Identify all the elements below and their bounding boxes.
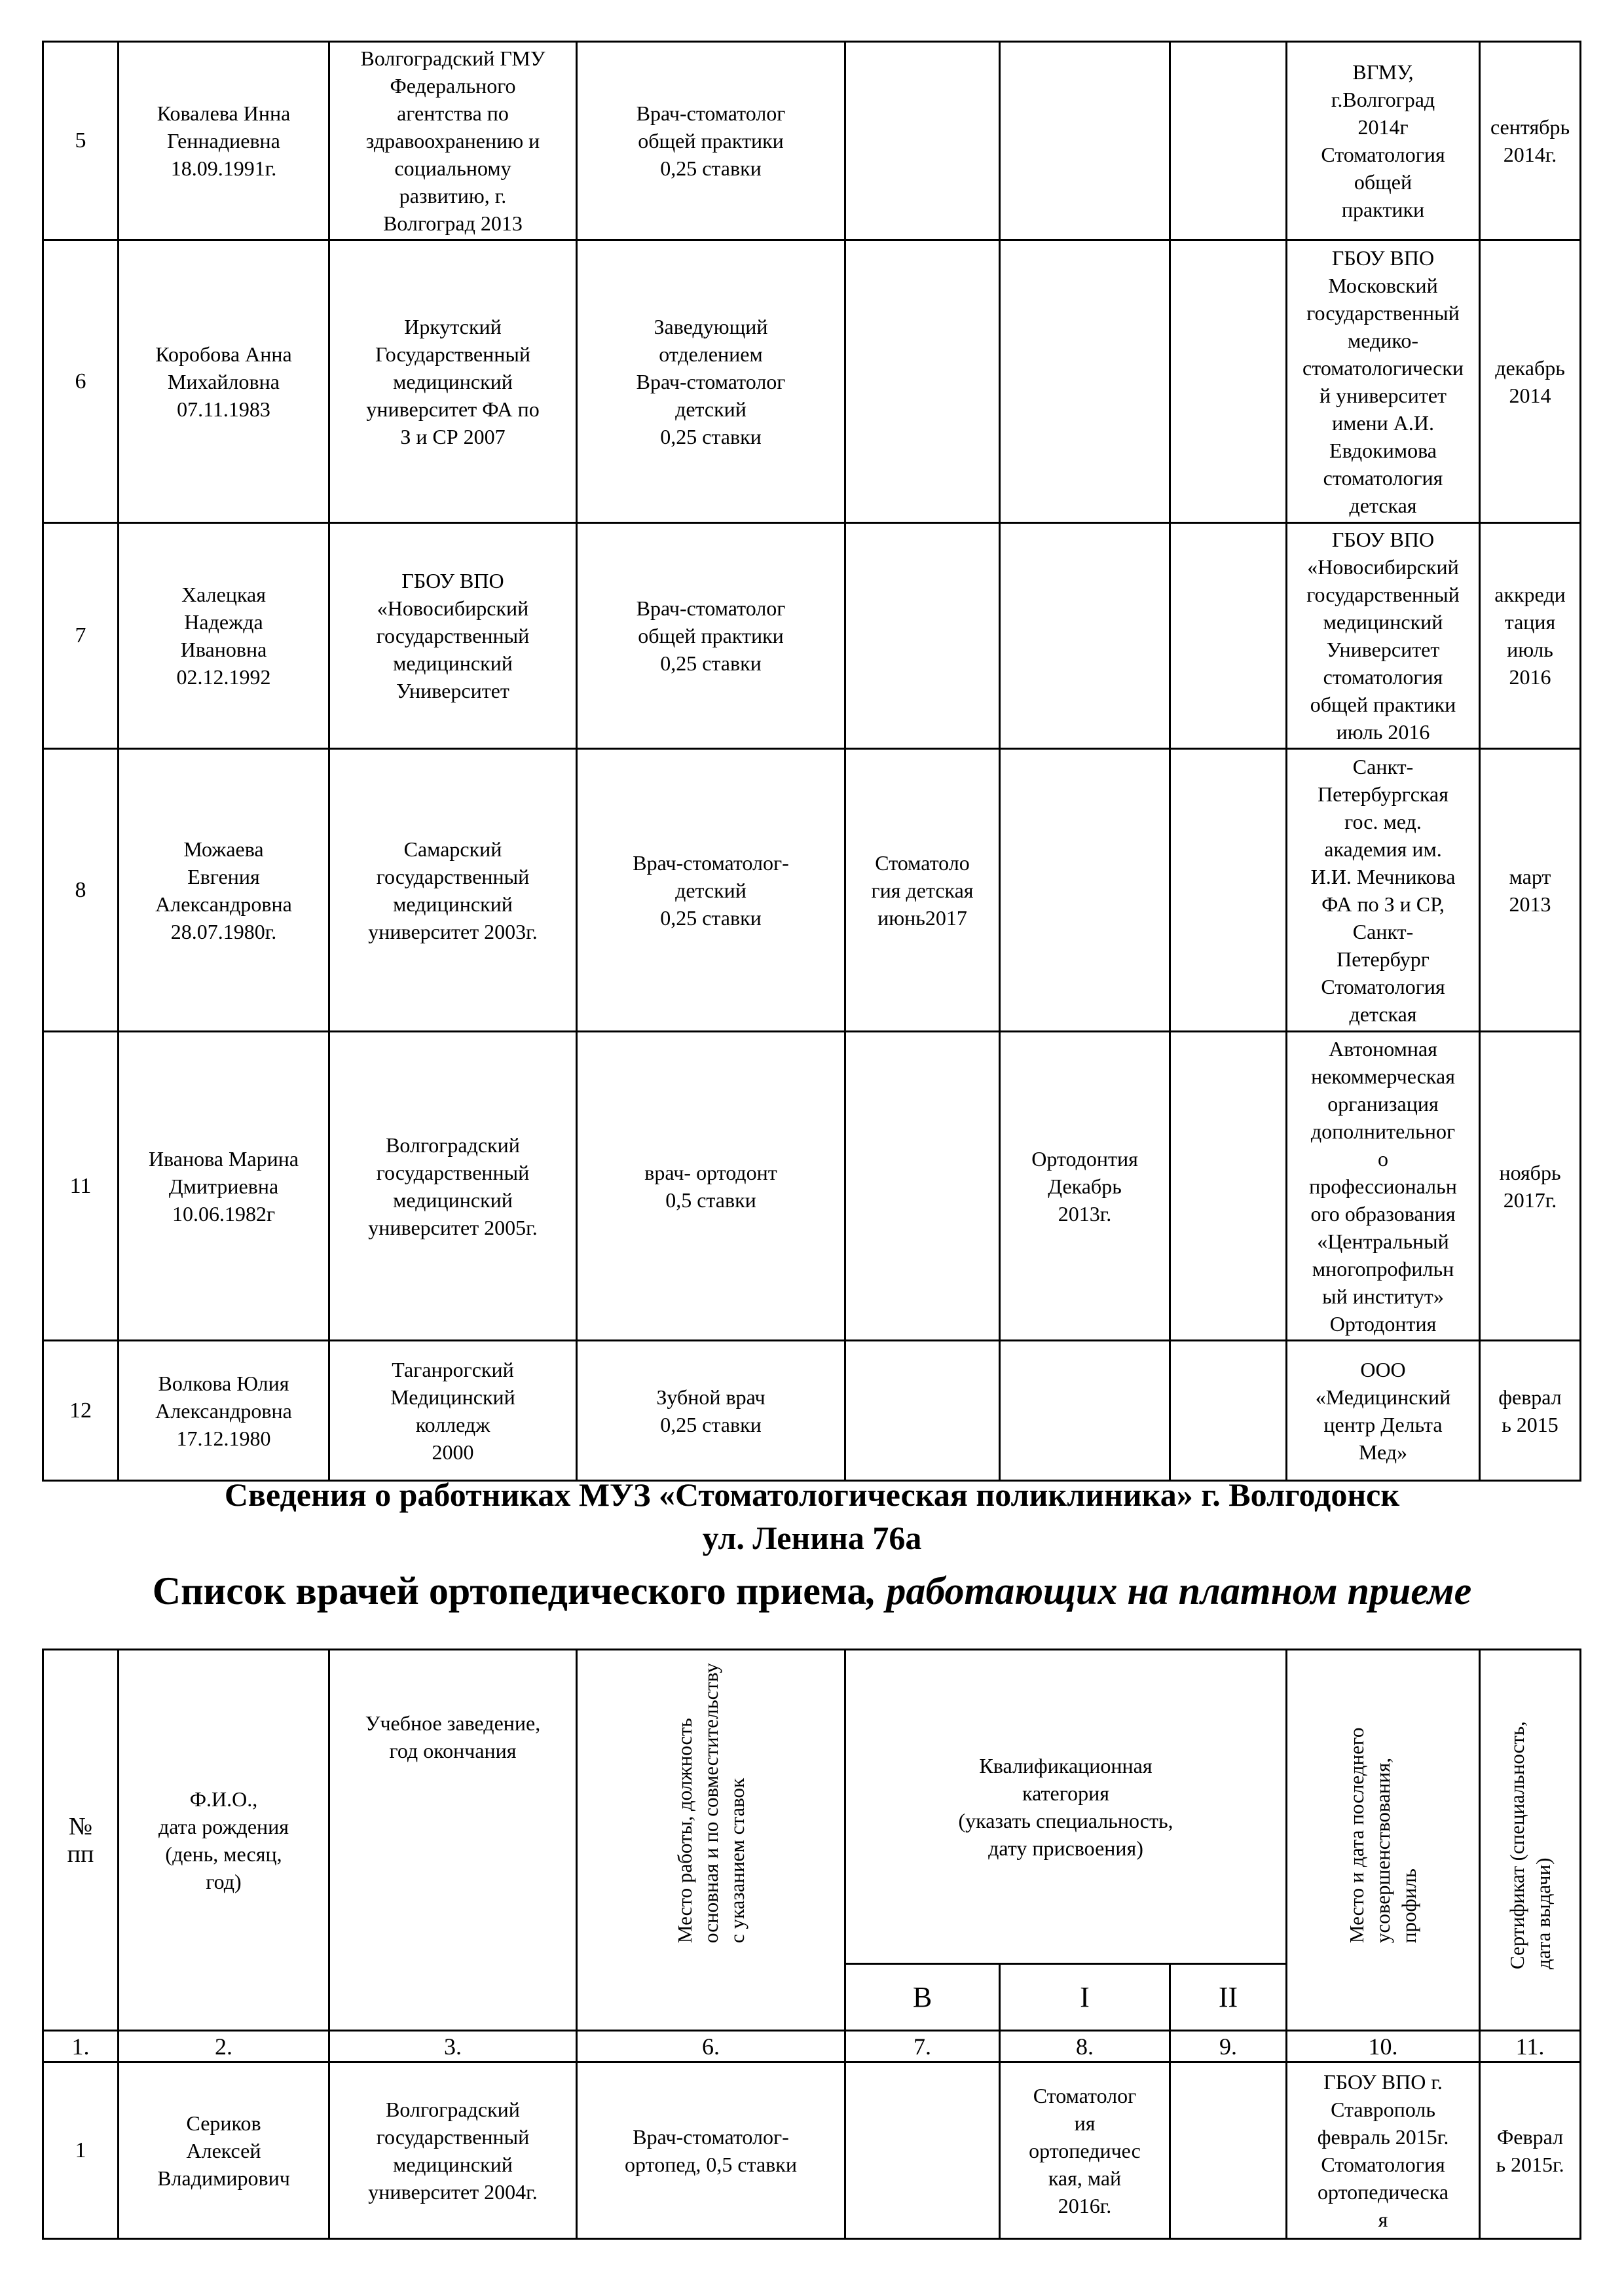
certificate: феврал ь 2015 (1480, 1341, 1581, 1481)
table-row (43, 749, 1581, 1032)
list-title-italic: , работающих на платном приеме (866, 1569, 1472, 1613)
category-higher (845, 1032, 1000, 1341)
employee-name: Халецкая Надежда Ивановна 02.12.1992 (119, 523, 329, 749)
address-heading: ул. Ленина 76а (702, 1520, 922, 1556)
category-higher (845, 2062, 1000, 2239)
header-training (1287, 1650, 1480, 2031)
last-training: ГБОУ ВПО г. Ставрополь февраль 2015г. Стоматология ортопедическа я (1287, 2062, 1480, 2239)
employee-name: Коробова Анна Михайловна 07.11.1983 (119, 240, 329, 523)
category-first (1000, 42, 1170, 240)
table-row (43, 1032, 1581, 1341)
section-heading: Сведения о работниках МУЗ «Стоматологическая поликлиника» г. Волгодонск (224, 1476, 1400, 1513)
row-number: 1 (43, 2062, 119, 2239)
category-first (1000, 749, 1170, 1032)
header-number: № пп (43, 1650, 119, 2031)
header-category: Квалификационная категория (указать специальность, дату присвоения) (845, 1650, 1287, 1964)
column-index: 7. (845, 2031, 1000, 2062)
header-row (43, 1650, 1581, 1964)
education-institution: Таганрогский Медицинский колледж 2000 (329, 1341, 577, 1481)
certificate: ноябрь 2017г. (1480, 1032, 1581, 1341)
last-training: ООО «Медицинский центр Дельта Мед» (1287, 1341, 1480, 1481)
education-institution: Иркутский Государственный медицинский университет ФА по З и СР 2007 (329, 240, 577, 523)
column-index: 3. (329, 2031, 577, 2062)
certificate: март 2013 (1480, 749, 1581, 1032)
header-position (577, 1650, 845, 2031)
table-row (43, 2062, 1581, 2239)
category-second (1170, 1341, 1287, 1481)
position: Зубной врач 0,25 ставки (577, 1341, 845, 1481)
category-first: Стоматолог ия ортопедичес кая, май 2016г. (1000, 2062, 1170, 2239)
header-category-second: II (1170, 1964, 1287, 2031)
category-higher (845, 523, 1000, 749)
category-first (1000, 240, 1170, 523)
employee-name: Сериков Алексей Владимирович (119, 2062, 329, 2239)
employee-name: Можаева Евгения Александровна 28.07.1980г. (119, 749, 329, 1032)
category-higher (845, 240, 1000, 523)
list-title-main: Список врачей ортопедического приема (152, 1569, 867, 1613)
certificate: сентябрь 2014г. (1480, 42, 1581, 240)
list-title (0, 1566, 1624, 1616)
table-row (43, 523, 1581, 749)
position: Врач-стоматолог- детский 0,25 ставки (577, 749, 845, 1032)
column-index: 11. (1480, 2031, 1581, 2062)
education-institution: Волгоградский государственный медицинский университет 2005г. (329, 1032, 577, 1341)
column-index: 8. (1000, 2031, 1170, 2062)
header-category-first: I (1000, 1964, 1170, 2031)
header-category-higher: В (845, 1964, 1000, 2031)
last-training: ВГМУ, г.Волгоград 2014г Стоматология общей практики (1287, 42, 1480, 240)
category-second (1170, 749, 1287, 1032)
row-number: 12 (43, 1341, 119, 1481)
row-number: 11 (43, 1032, 119, 1341)
header-school: Учебное заведение, год окончания (329, 1650, 577, 2031)
category-first (1000, 523, 1170, 749)
table-row (43, 42, 1581, 240)
staff-table-continued (42, 41, 1581, 1482)
employee-name: Ковалева Инна Геннадиевна 18.09.1991г. (119, 42, 329, 240)
row-number: 6 (43, 240, 119, 523)
education-institution: Самарский государственный медицинский университет 2003г. (329, 749, 577, 1032)
last-training: Автономная некоммерческая организация дополнительног о профессиональн ого образования «Центральный многопрофильн ый институт» Ортодонтия (1287, 1032, 1480, 1341)
category-second (1170, 240, 1287, 523)
education-institution: Волгоградский ГМУ Федерального агентства по здравоохранению и социальному развитию, г. Волгоград 2013 (329, 42, 577, 240)
header-training-text: Место и дата последнего усовершенствования, профиль (1345, 1727, 1421, 1943)
position: Врач-стоматолог общей практики 0,25 ставки (577, 523, 845, 749)
position: Врач-стоматолог- ортопед, 0,5 ставки (577, 2062, 845, 2239)
column-index: 9. (1170, 2031, 1287, 2062)
row-number: 5 (43, 42, 119, 240)
last-training: Санкт- Петербургская гос. мед. академия им. И.И. Мечникова ФА по З и СР, Санкт- Петербург Стоматология детская (1287, 749, 1480, 1032)
header-name: Ф.И.О., дата рождения (день, месяц, год) (119, 1650, 329, 2031)
education-institution: Волгоградский государственный медицинский университет 2004г. (329, 2062, 577, 2239)
column-index: 10. (1287, 2031, 1480, 2062)
employee-name: Волкова Юлия Александровна 17.12.1980 (119, 1341, 329, 1481)
category-higher (845, 42, 1000, 240)
certificate: аккреди тация июль 2016 (1480, 523, 1581, 749)
category-first: Ортодонтия Декабрь 2013г. (1000, 1032, 1170, 1341)
column-index: 2. (119, 2031, 329, 2062)
certificate: декабрь 2014 (1480, 240, 1581, 523)
row-number: 7 (43, 523, 119, 749)
column-index: 6. (577, 2031, 845, 2062)
category-higher (845, 1341, 1000, 1481)
last-training: ГБОУ ВПО Московский государственный медико- стоматологически й университет имени А.И. Евдокимова стоматология детская (1287, 240, 1480, 523)
category-second (1170, 1032, 1287, 1341)
header-certificate-text: Сертификат (специальность, дата выдачи) (1505, 1721, 1555, 1969)
education-institution: ГБОУ ВПО «Новосибирский государственный медицинский Университет (329, 523, 577, 749)
column-index-row (43, 2031, 1581, 2062)
header-position-text: Место работы, должность основная и по совместительству с указанием ставок (673, 1662, 748, 1943)
certificate: Феврал ь 2015г. (1480, 2062, 1581, 2239)
category-second (1170, 523, 1287, 749)
category-second (1170, 2062, 1287, 2239)
position: Заведующий отделением Врач-стоматолог детский 0,25 ставки (577, 240, 845, 523)
header-certificate (1480, 1650, 1581, 2031)
position: врач- ортодонт 0,5 ставки (577, 1032, 845, 1341)
category-second (1170, 42, 1287, 240)
row-number: 8 (43, 749, 119, 1032)
employee-name: Иванова Марина Дмитриевна 10.06.1982г (119, 1032, 329, 1341)
category-higher: Стоматоло гия детская июнь2017 (845, 749, 1000, 1032)
table-row (43, 240, 1581, 523)
orthopedic-staff-table (42, 1649, 1581, 2240)
last-training: ГБОУ ВПО «Новосибирский государственный медицинский Университет стоматология общей практики июль 2016 (1287, 523, 1480, 749)
category-first (1000, 1341, 1170, 1481)
table-row (43, 1341, 1581, 1481)
column-index: 1. (43, 2031, 119, 2062)
position: Врач-стоматолог общей практики 0,25 ставки (577, 42, 845, 240)
